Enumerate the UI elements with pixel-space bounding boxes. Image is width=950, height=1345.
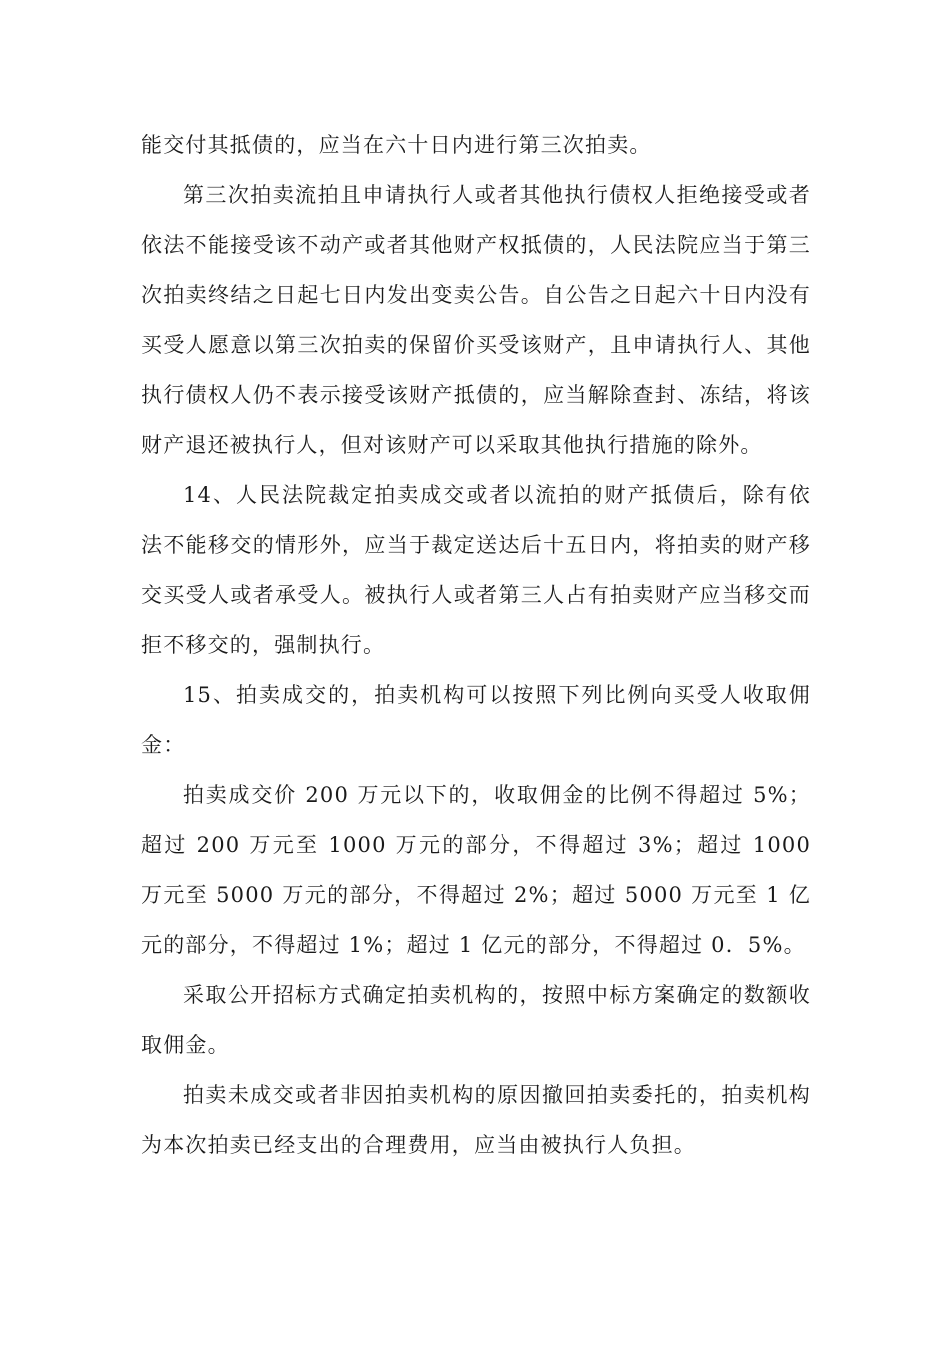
paragraph-unsold-costs: 拍卖未成交或者非因拍卖机构的原因撤回拍卖委托的，拍卖机构为本次拍卖已经支出的合理费用，应当由被执行人负担。: [141, 1083, 811, 1157]
paragraph-third-auction: 第三次拍卖流拍且申请执行人或者其他执行债权人拒绝接受或者依法不能接受该不动产或者其他财产权抵债的，人民法院应当于第三次拍卖终结之日起七日内发出变卖公告。自公告之日起六十日内没有买受人愿意以第三次拍卖的保留价买受该财产，且申请执行人、其他执行债权人仍不表示接受该财产抵债的，应当解除查封、冻结，将该财产退还被执行人，但对该财产可以采取其他执行措施的除外。: [141, 183, 811, 457]
paragraph-article-14: 14、人民法院裁定拍卖成交或者以流拍的财产抵债后，除有依法不能移交的情形外，应当于裁定送达后十五日内，将拍卖的财产移交买受人或者承受人。被执行人或者第三人占有拍卖财产应当移交而拒不移交的，强制执行。: [141, 483, 811, 657]
paragraph-commission-rates: 拍卖成交价 200 万元以下的，收取佣金的比例不得超过 5%；超过 200 万元至 1000 万元的部分，不得超过 3%；超过 1000 万元至 5000 万元的部分，不得超过 2%；超过 5000 万元至 1 亿元的部分，不得超过 1%；超过 1 亿元的部分，不得超过 0．5%。: [141, 783, 811, 957]
paragraph-public-tender: 采取公开招标方式确定拍卖机构的，按照中标方案确定的数额收取佣金。: [141, 983, 811, 1057]
document-body: [141, 120, 811, 1170]
paragraph-continuation: 能交付其抵债的，应当在六十日内进行第三次拍卖。: [141, 133, 652, 157]
paragraph-article-15: 15、拍卖成交的，拍卖机构可以按照下列比例向买受人收取佣金：: [141, 683, 811, 757]
